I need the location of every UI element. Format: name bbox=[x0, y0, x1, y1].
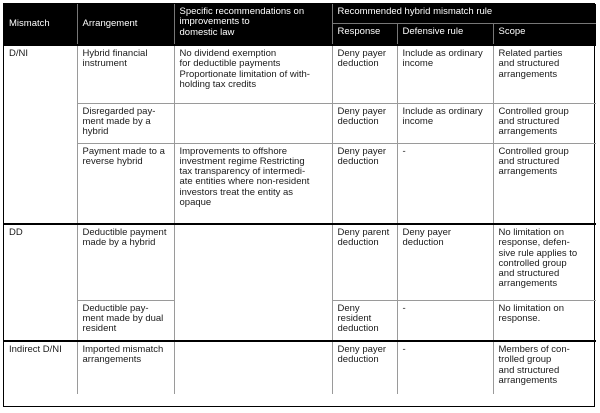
cell-defensive: Include as ordinary income bbox=[397, 45, 493, 103]
hybrid-mismatch-table bbox=[4, 4, 596, 394]
cell-specific bbox=[174, 341, 332, 394]
cell-response: Deny resident deduction bbox=[332, 300, 397, 341]
cell-specific: No dividend exemption for deductible payments Proportionate limitation of with- holding tax credits bbox=[174, 45, 332, 103]
cell-defensive: Include as ordinary income bbox=[397, 103, 493, 143]
cell-specific bbox=[174, 224, 332, 341]
cell-specific: Improvements to offshore investment regime Restricting tax transparency of intermedi- ate entities where non-resident investors treat the entity as opaque bbox=[174, 143, 332, 224]
header-defensive-rule: Defensive rule bbox=[397, 24, 493, 46]
cell-scope: Controlled group and structured arrangements bbox=[493, 103, 596, 143]
cell-mismatch: D/NI bbox=[4, 45, 77, 224]
cell-response: Deny parent deduction bbox=[332, 224, 397, 300]
cell-scope: Related parties and structured arrangements bbox=[493, 45, 596, 103]
cell-mismatch: Indirect D/NI bbox=[4, 341, 77, 394]
header-scope: Scope bbox=[493, 24, 596, 46]
table-row bbox=[4, 103, 596, 143]
header-mismatch: Mismatch bbox=[4, 4, 77, 45]
table-row bbox=[4, 143, 596, 224]
table-body bbox=[4, 45, 596, 394]
header-arrangement: Arrangement bbox=[77, 4, 174, 45]
cell-defensive: Deny payer deduction bbox=[397, 224, 493, 300]
cell-arrangement: Deductible pay- ment made by dual resident bbox=[77, 300, 174, 341]
cell-arrangement: Deductible payment made by a hybrid bbox=[77, 224, 174, 300]
cell-defensive: - bbox=[397, 143, 493, 224]
cell-response: Deny payer deduction bbox=[332, 341, 397, 394]
table-row bbox=[4, 341, 596, 394]
cell-defensive: - bbox=[397, 341, 493, 394]
cell-arrangement: Imported mismatch arrangements bbox=[77, 341, 174, 394]
cell-arrangement: Hybrid financial instrument bbox=[77, 45, 174, 103]
cell-defensive: - bbox=[397, 300, 493, 341]
header-recommended-rule: Recommended hybrid mismatch rule bbox=[332, 4, 596, 24]
table-header bbox=[4, 4, 596, 45]
cell-scope: Controlled group and structured arrangements bbox=[493, 143, 596, 224]
cell-arrangement: Payment made to a reverse hybrid bbox=[77, 143, 174, 224]
header-specific-recommendations: Specific recommendations on improvements to domestic law bbox=[174, 4, 332, 45]
cell-scope: Members of con- trolled group and structured arrangements bbox=[493, 341, 596, 394]
cell-arrangement: Disregarded pay- ment made by a hybrid bbox=[77, 103, 174, 143]
cell-mismatch: DD bbox=[4, 224, 77, 341]
cell-scope: No limitation on response, defen- sive rule applies to controlled group and structured arrangements bbox=[493, 224, 596, 300]
table-row bbox=[4, 45, 596, 103]
cell-response: Deny payer deduction bbox=[332, 45, 397, 103]
cell-response: Deny payer deduction bbox=[332, 143, 397, 224]
mismatch-table-frame bbox=[3, 3, 595, 407]
header-response: Response bbox=[332, 24, 397, 46]
cell-specific bbox=[174, 103, 332, 143]
cell-scope: No limitation on response. bbox=[493, 300, 596, 341]
cell-response: Deny payer deduction bbox=[332, 103, 397, 143]
table-row bbox=[4, 224, 596, 300]
